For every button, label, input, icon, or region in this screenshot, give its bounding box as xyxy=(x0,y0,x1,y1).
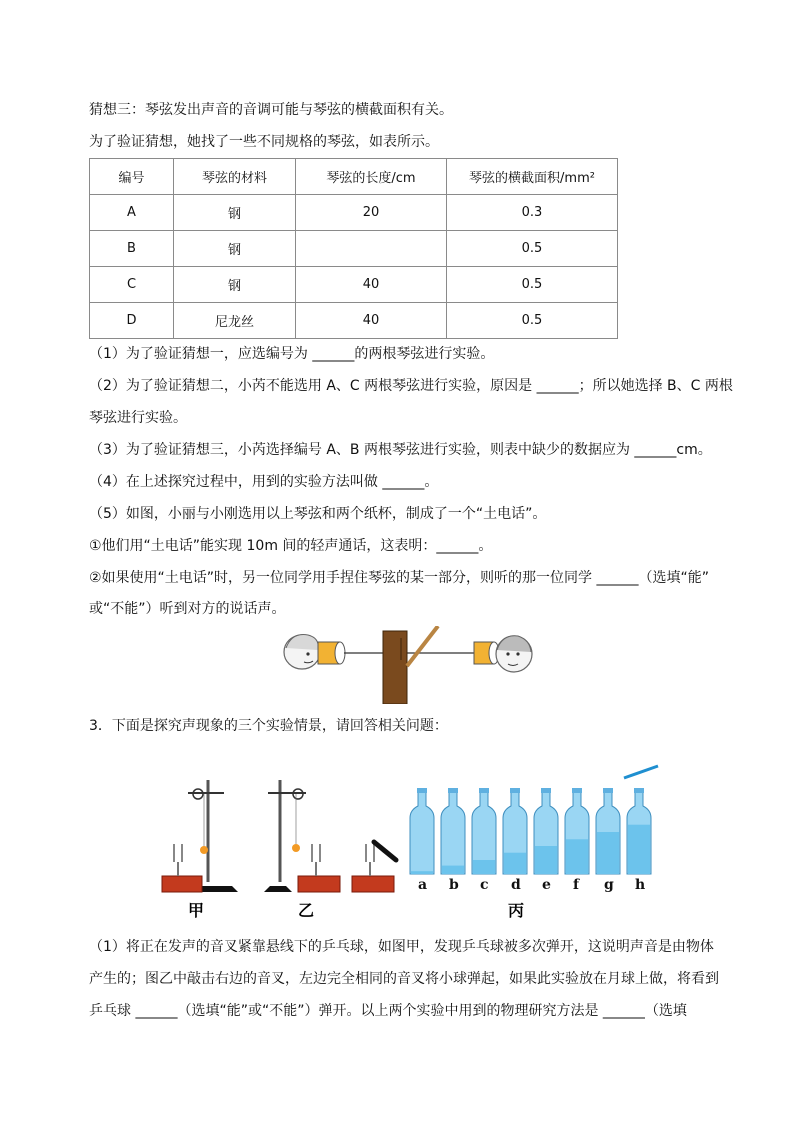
girl-head-icon xyxy=(284,635,320,669)
table-row xyxy=(90,267,618,303)
cell-area: 0.5 xyxy=(447,231,618,267)
bottle-label: a xyxy=(418,877,428,893)
bottle-row xyxy=(410,788,651,893)
cell-area: 0.5 xyxy=(447,303,618,339)
question-5-sub-2-line-2: 或“不能”）听到对方的说话声。 xyxy=(89,601,286,617)
string-spec-table xyxy=(89,158,618,339)
cell-length xyxy=(296,231,447,267)
sound-experiments-figure xyxy=(158,760,666,920)
caption-yi: 乙 xyxy=(298,901,315,920)
caption-jia: 甲 xyxy=(188,901,205,920)
bottle-g xyxy=(596,788,620,893)
cell-id: C xyxy=(90,267,174,303)
cell-area: 0.5 xyxy=(447,267,618,303)
cell-material: 钢 xyxy=(174,231,296,267)
tuning-fork-icon xyxy=(174,844,182,876)
cell-length: 40 xyxy=(296,267,447,303)
paper-cup-right-icon xyxy=(474,642,499,664)
table-row xyxy=(90,303,618,339)
bottle-e xyxy=(534,788,558,893)
experiment-jia xyxy=(162,780,238,892)
cell-length: 20 xyxy=(296,195,447,231)
bottle-label: d xyxy=(511,877,521,893)
bottle-d xyxy=(503,788,527,893)
table-row xyxy=(90,195,618,231)
intro-text: 为了验证猜想，她找了一些不同规格的琴弦，如表所示。 xyxy=(89,134,439,150)
boy-head-icon xyxy=(496,636,532,672)
question-3: （3）为了验证猜想三，小芮选择编号 A、B 两根琴弦进行实验，则表中缺少的数据应为 ______cm。 xyxy=(89,442,712,458)
problem-3-question-1-line-3: 乒乓球 ______（选填“能”或“不能”）弹开。以上两个实验中用到的物理研究方法是 ______（选填 xyxy=(89,1003,687,1019)
striking-stick-icon xyxy=(624,766,658,778)
question-5-sub-1: ①他们用“土电话”能实现 10m 间的轻声通话，这表明：______。 xyxy=(89,538,493,554)
bottle-label: c xyxy=(480,877,489,893)
experiment-yi xyxy=(264,780,396,892)
guess-three: 猜想三：琴弦发出声音的音调可能与琴弦的横截面积有关。 xyxy=(89,102,453,118)
question-1: （1）为了验证猜想一，应选编号为 ______的两根琴弦进行实验。 xyxy=(89,346,495,362)
cell-id: B xyxy=(90,231,174,267)
cell-id: D xyxy=(90,303,174,339)
bottle-label: b xyxy=(449,877,459,893)
col-header-area: 琴弦的横截面积/mm² xyxy=(447,159,618,195)
col-header-material: 琴弦的材料 xyxy=(174,159,296,195)
cell-length: 40 xyxy=(296,303,447,339)
string-telephone-figure xyxy=(278,626,538,704)
col-header-length: 琴弦的长度/cm xyxy=(296,159,447,195)
bottle-f xyxy=(565,788,589,893)
cell-area: 0.3 xyxy=(447,195,618,231)
mallet-icon xyxy=(374,842,396,860)
cell-id: A xyxy=(90,195,174,231)
bottle-label: e xyxy=(542,877,551,893)
question-2-line-2: 琴弦进行实验。 xyxy=(89,410,187,426)
question-5-sub-2-line-1: ②如果使用“土电话”时，另一位同学用手捏住琴弦的某一部分，则听的那一位同学 ______（选填“能” xyxy=(89,570,710,586)
col-header-id: 编号 xyxy=(90,159,174,195)
table-row xyxy=(90,231,618,267)
ping-pong-ball-icon xyxy=(200,846,208,854)
question-2-line-1: （2）为了验证猜想二，小芮不能选用 A、C 两根琴弦进行实验，原因是 ______；所以她选择 B、C 两根 xyxy=(89,378,733,394)
bottle-label: f xyxy=(573,877,580,893)
bottle-a xyxy=(410,788,434,893)
tuning-fork-icon xyxy=(312,844,320,876)
problem-3-question-1-line-1: （1）将正在发声的音叉紧靠悬线下的乒乓球，如图甲，发现乒乓球被多次弹开，这说明声音是由物体 xyxy=(89,939,714,955)
question-5: （5）如图，小丽与小刚选用以上琴弦和两个纸杯，制成了一个“土电话”。 xyxy=(89,506,547,522)
caption-bing: 丙 xyxy=(508,901,525,920)
bottle-c xyxy=(472,788,496,893)
question-4: （4）在上述探究过程中，用到的实验方法叫做 ______。 xyxy=(89,474,439,490)
problem-3-title: 3．下面是探究声现象的三个实验情景，请回答相关问题： xyxy=(89,718,448,734)
cell-material: 钢 xyxy=(174,195,296,231)
bottle-label: h xyxy=(635,877,646,893)
paper-cup-left-icon xyxy=(318,642,345,664)
bottle-label: g xyxy=(604,877,614,893)
tuning-fork-icon xyxy=(366,844,374,876)
problem-3-question-1-line-2: 产生的；图乙中敲击右边的音叉，左边完全相同的音叉将小球弹起，如果此实验放在月球上做，将看到 xyxy=(89,971,719,987)
bottle-h xyxy=(627,788,651,893)
bottle-b xyxy=(441,788,465,893)
cell-material: 尼龙丝 xyxy=(174,303,296,339)
ping-pong-ball-icon xyxy=(292,844,300,852)
cell-material: 钢 xyxy=(174,267,296,303)
wooden-board-icon xyxy=(383,626,438,704)
table-header-row xyxy=(90,159,618,195)
